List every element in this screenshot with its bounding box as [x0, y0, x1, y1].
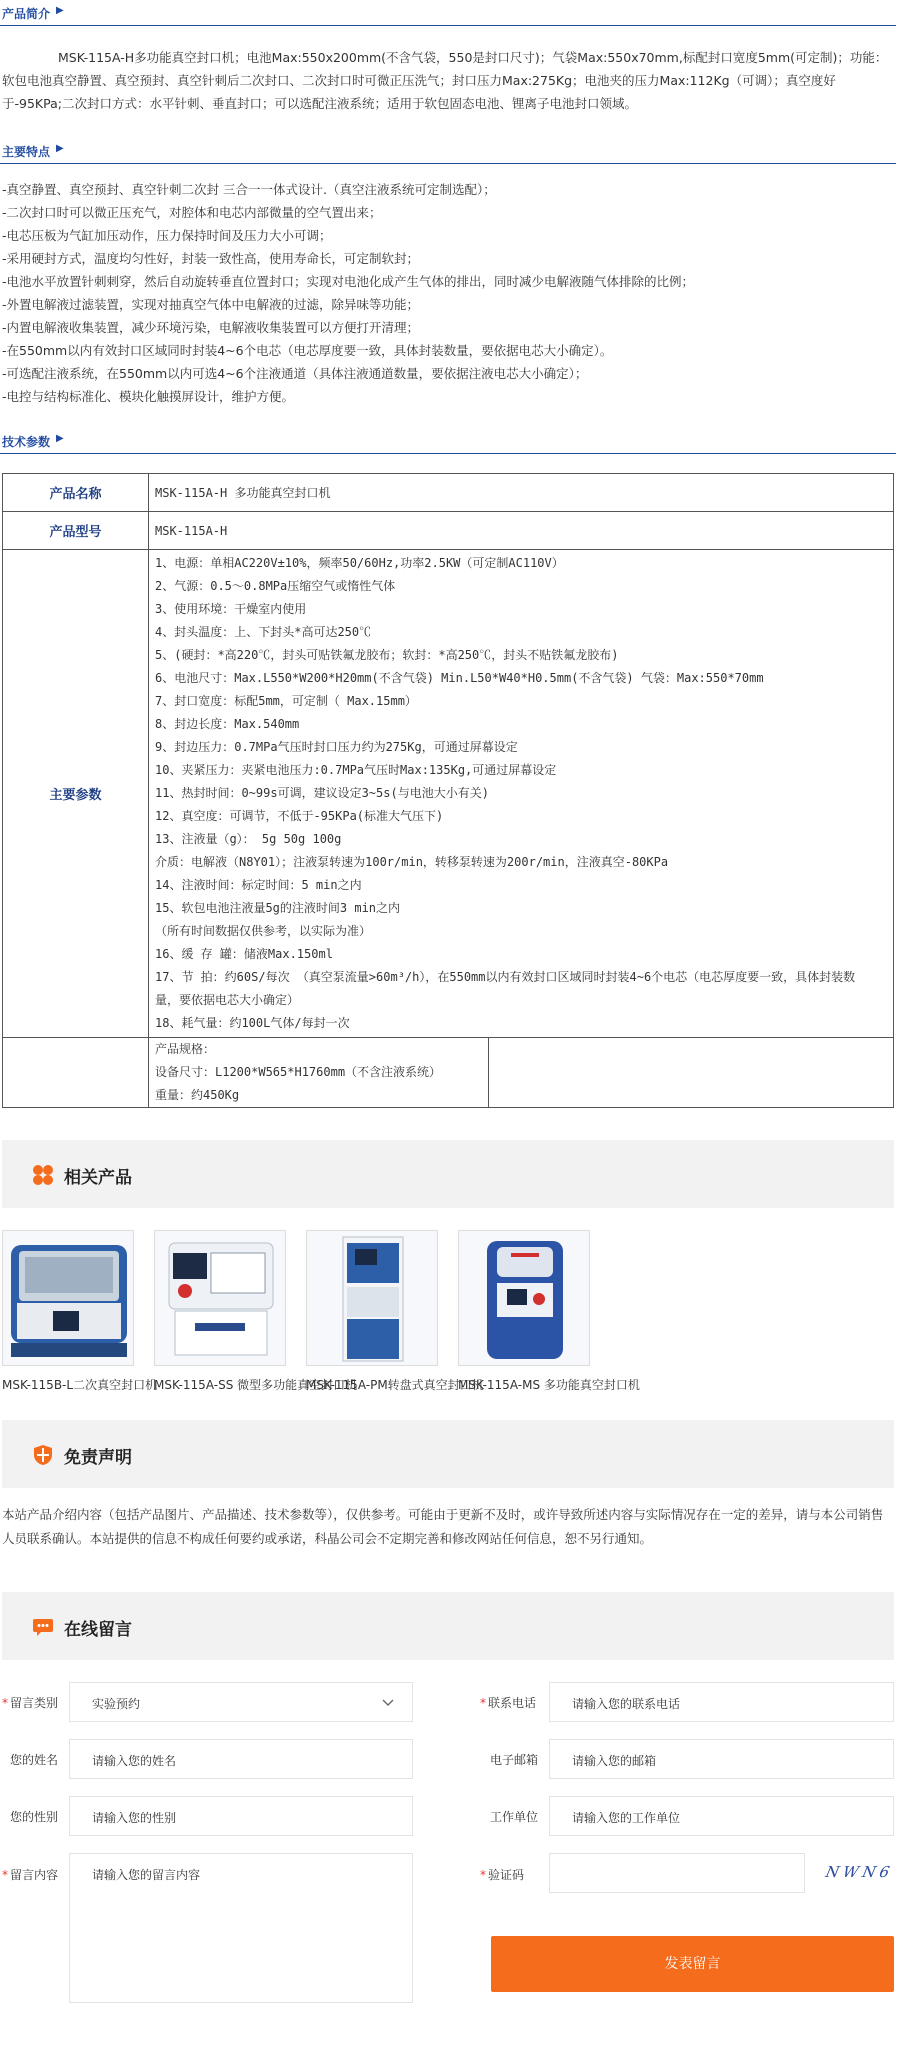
spec-table: [2, 473, 894, 1108]
intro-section-title: 产品简介: [2, 7, 51, 21]
param-item: 5、(硬封：*高220℃，封头可贴铁氟龙胶布；软封：*高250℃，封头不贴铁氟龙胶布): [155, 648, 619, 662]
arrow-right-icon: ▶: [56, 5, 64, 16]
param-item: 2、气源：0.5～0.8MPa压缩空气或惰性气体: [155, 579, 396, 593]
intro-section-header: [0, 0, 896, 26]
related-products-title: 相关产品: [64, 1168, 132, 1188]
feature-item: -电芯压板为气缸加压动作，压力保持时间及压力大小可调；: [2, 228, 332, 243]
arrow-right-icon: ▶: [56, 433, 64, 444]
param-item: （所有时间数据仅供参考，以实际为准）: [155, 924, 372, 938]
email-label: 电子邮箱: [490, 1753, 539, 1767]
related-product-card[interactable]: [306, 1230, 484, 1393]
spec-extra-line: 产品规格：: [155, 1042, 216, 1056]
spec-empty-cell: [489, 1038, 894, 1108]
spec-extra-line: 设备尺寸：L1200*W565*H1760mm（不含注液系统）: [155, 1065, 442, 1079]
captcha-input[interactable]: [549, 1853, 805, 1893]
product-caption[interactable]: MSK-115A-SS 微型多功能真空封口机: [154, 1378, 358, 1392]
content-label: * 留言内容: [2, 1868, 59, 1882]
product-caption[interactable]: MSK-115B-L二次真空封口机: [2, 1378, 158, 1392]
arrow-right-icon: ▶: [56, 143, 64, 154]
param-item: 13、注液量（g）： 5g 50g 100g: [155, 832, 342, 846]
chevron-down-icon: [382, 1698, 394, 1708]
table-row: [3, 512, 894, 550]
category-label: * 留言类别: [2, 1696, 59, 1710]
table-row: [3, 550, 894, 1038]
product-caption[interactable]: MSK-115A-PM转盘式真空封口机: [306, 1378, 484, 1392]
param-item: 6、电池尺寸：Max.L550*W200*H20mm(不含气袋) Min.L50*W40*H0.5mm(不含气袋) 气袋：Max:550*70mm: [155, 671, 764, 685]
submit-message-button[interactable]: 发表留言: [491, 1936, 894, 1992]
param-item: 16、缓 存 罐：储液Max.150ml: [155, 947, 333, 961]
captcha-image[interactable]: NWN6: [824, 1863, 896, 1881]
name-label: 您的姓名: [10, 1753, 59, 1767]
feature-item: -电控与结构标准化、模块化触摸屏设计，维护方便。: [2, 389, 295, 404]
param-item: 10、夹紧压力：夹紧电池压力:0.7MPa气压时Max:135Kg,可通过屏幕设定: [155, 763, 557, 777]
feature-item: -采用硬封方式，温度均匀性好，封装一致性高，使用寿命长，可定制软封；: [2, 251, 420, 266]
features-list: [2, 178, 892, 408]
spec-name-label: 产品名称: [3, 474, 149, 512]
grid-icon: [32, 1164, 54, 1186]
spec-extra-line: 重量：约450Kg: [155, 1088, 240, 1102]
feature-item: -在550mm以内有效封口区域同时封装4~6个电芯（电芯厚度要一致，具体封装数量，要依据电芯大小确定）。: [2, 343, 613, 358]
param-item: 介质：电解液（N8Y01）；注液泵转速为100r/min，转移泵转速为200r/min，注液真空-80KPa: [155, 855, 669, 869]
required-mark: *: [2, 1696, 8, 1710]
params-section-header: [0, 428, 896, 454]
phone-input[interactable]: 请输入您的联系电话: [549, 1682, 894, 1722]
feature-item: -电池水平放置针刺刺穿，然后自动旋转垂直位置封口；实现对电池化成产生气体的排出，同时减少电解液随气体排除的比例；: [2, 274, 695, 289]
product-image[interactable]: [154, 1230, 286, 1366]
features-section-title: 主要特点: [2, 145, 51, 159]
product-image[interactable]: [2, 1230, 134, 1366]
email-input[interactable]: 请输入您的邮箱: [549, 1739, 894, 1779]
related-product-card[interactable]: [154, 1230, 358, 1393]
chat-bubble-icon: [32, 1616, 54, 1638]
feature-item: -可选配注液系统，在550mm以内可选4~6个注液通道（具体注液通道数量，要依据注液电芯大小确定）；: [2, 366, 588, 381]
spec-model-value: MSK-115A-H: [149, 512, 894, 550]
related-product-card[interactable]: [2, 1230, 158, 1393]
param-item: 4、封头温度：上、下封头*高可达250℃: [155, 625, 372, 639]
phone-label: * 联系电话: [480, 1696, 537, 1710]
param-item: 18、耗气量：约100L气体/每封一次: [155, 1016, 350, 1030]
related-products-header: [2, 1140, 894, 1208]
required-mark: *: [480, 1696, 486, 1710]
params-section-title: 技术参数: [2, 435, 51, 449]
name-input[interactable]: 请输入您的姓名: [69, 1739, 413, 1779]
feature-item: -二次封口时可以微正压充气，对腔体和电芯内部微量的空气置出来；: [2, 205, 382, 220]
gender-label: 您的性别: [10, 1810, 59, 1824]
disclaimer-title: 免责声明: [64, 1448, 132, 1468]
product-image[interactable]: [306, 1230, 438, 1366]
required-mark: *: [480, 1868, 486, 1882]
product-caption[interactable]: MSK-115A-MS 多功能真空封口机: [458, 1378, 640, 1392]
param-item: 8、封边长度：Max.540mm: [155, 717, 300, 731]
company-input[interactable]: 请输入您的工作单位: [549, 1796, 894, 1836]
intro-text: MSK-115A-H多功能真空封口机；电池Max:550x200mm(不含气袋，550是封口尺寸)；气袋Max:550x70mm,标配封口宽度5mm(可定制)；功能：软包电池真空静置、真空预封、真空针刺后二次封口、二次封口时可微正压洗气；封口压力Max:275Kg；电池夹的压力Max:112Kg（可调）；真空度好于-95KPa;二次封口方式：水平针刺、垂直封口；可以选配注液系统；适用于软包固态电池、锂离子电池封口领域。: [2, 50, 888, 111]
param-item: 15、软包电池注液量5g的注液时间3 min之内: [155, 901, 401, 915]
spec-params-label: 主要参数: [3, 550, 149, 1038]
table-row: [3, 474, 894, 512]
captcha-label: * 验证码: [480, 1868, 525, 1882]
message-form-title: 在线留言: [64, 1620, 132, 1640]
feature-item: -真空静置、真空预封、真空针刺二次封 三合一一体式设计.（真空注液系统可定制选配）；: [2, 182, 496, 197]
category-select[interactable]: 实验预约: [69, 1682, 413, 1722]
spec-empty-cell: [3, 1038, 149, 1108]
company-label: 工作单位: [490, 1810, 539, 1824]
spec-params-list: [149, 550, 894, 1038]
related-product-card[interactable]: [458, 1230, 640, 1393]
param-item: 7、封口宽度：标配5mm，可定制（ Max.15mm）: [155, 694, 417, 708]
param-item: 14、注液时间：标定时间：5 min之内: [155, 878, 362, 892]
param-item: 17、节 拍：约60S/每次 （真空泵流量>60m³/h），在550mm以内有效封口区域同时封装4~6个电芯（电芯厚度要一致，具体封装数量，要依据电芯大小确定）: [155, 970, 856, 1007]
spec-name-value: MSK-115A-H 多功能真空封口机: [149, 474, 894, 512]
feature-item: -内置电解液收集装置，减少环境污染，电解液收集装置可以方便打开清理；: [2, 320, 420, 335]
content-textarea[interactable]: 请输入您的留言内容: [69, 1853, 413, 2003]
param-item: 9、封边压力：0.7MPa气压时封口压力约为275Kg，可通过屏幕设定: [155, 740, 518, 754]
product-image[interactable]: [458, 1230, 590, 1366]
param-item: 12、真空度：可调节，不低于-95KPa(标准大气压下): [155, 809, 444, 823]
spec-model-label: 产品型号: [3, 512, 149, 550]
features-section-header: [0, 138, 896, 164]
shield-icon: [32, 1444, 54, 1466]
disclaimer-header: [2, 1420, 894, 1488]
disclaimer-text: 本站产品介绍内容（包括产品图片、产品描述、技术参数等），仅供参考。可能由于更新不及时，或许导致所述内容与实际情况存在一定的差异，请与本公司销售人员联系确认。本站提供的信息不构成任何要约或承诺，科晶公司会不定期完善和修改网站任何信息，恕不另行通知。: [2, 1507, 884, 1546]
spec-extra: [149, 1038, 489, 1108]
table-row: [3, 1038, 894, 1108]
required-mark: *: [2, 1868, 8, 1882]
feature-item: -外置电解液过滤装置，实现对抽真空气体中电解液的过滤，除异味等功能；: [2, 297, 420, 312]
message-form-header: [2, 1592, 894, 1660]
gender-input[interactable]: 请输入您的性别: [69, 1796, 413, 1836]
param-item: 1、电源：单相AC220V±10%，频率50/60Hz,功率2.5KW（可定制AC110V）: [155, 556, 564, 570]
param-item: 11、热封时间：0~99s可调，建议设定3~5s(与电池大小有关): [155, 786, 489, 800]
param-item: 3、使用环境：干燥室内使用: [155, 602, 307, 616]
